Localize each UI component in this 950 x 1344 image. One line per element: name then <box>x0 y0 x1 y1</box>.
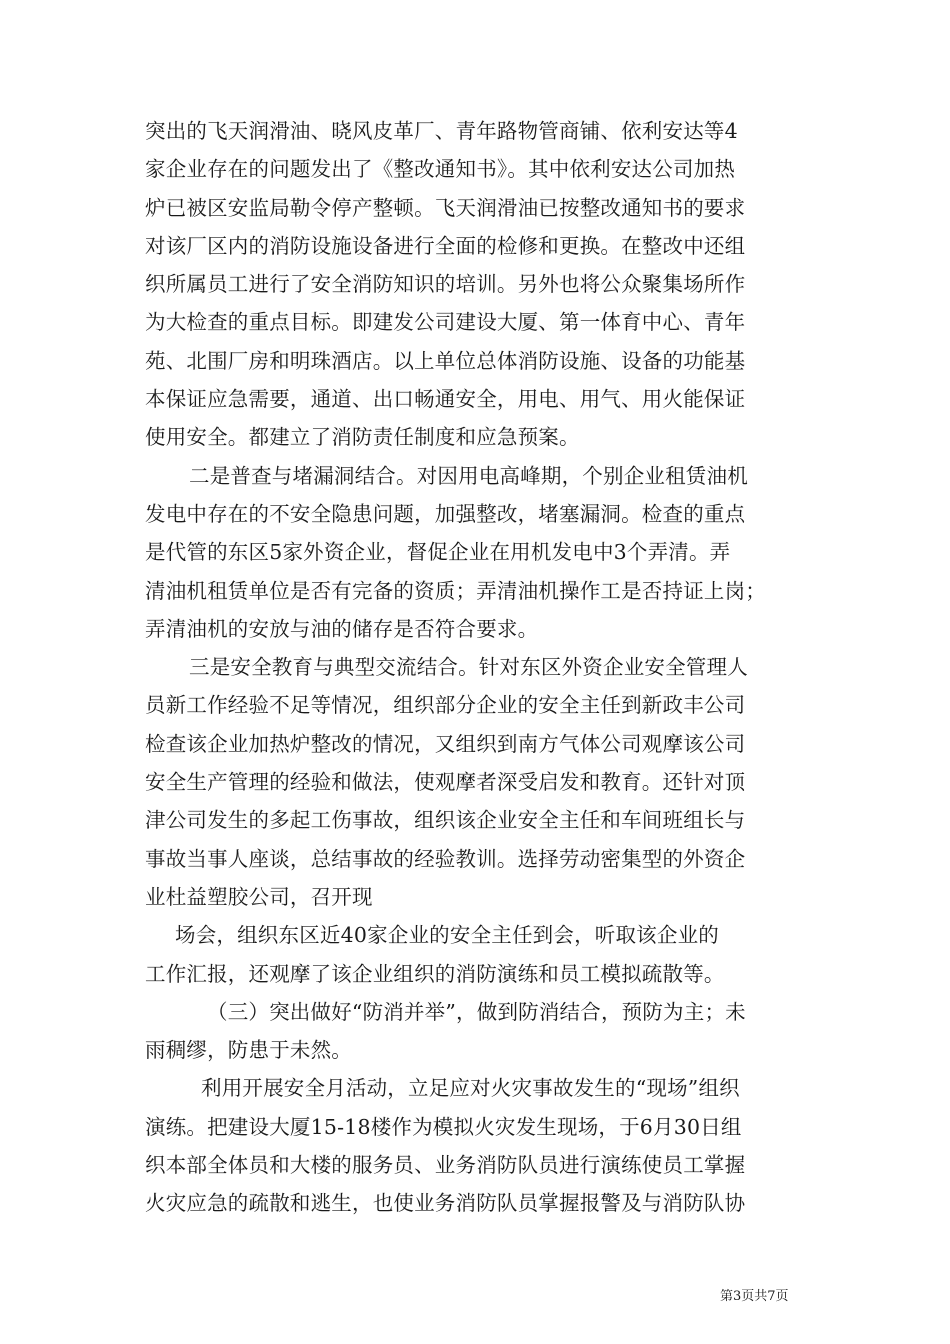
text-line: 业杜益塑胶公司，召开现 <box>145 884 373 909</box>
text-line: 家企业存在的问题发出了《整改通知书》。其中依利安达公司加热 <box>145 157 736 182</box>
text-line: 本保证应急需要，通道、出口畅通安全，用电、用气、用火能保证 <box>145 387 746 412</box>
text-line: 使用安全。都建立了消防责任制度和应急预案。 <box>145 425 580 450</box>
paragraph-start-line: 二是普查与堵漏洞结合。对因用电高峰期，个别企业租赁油机 <box>189 463 748 488</box>
text-line: 工作汇报，还观摩了该企业组织的消防演练和员工模拟疏散等。 <box>145 961 725 986</box>
text-line: 突出的飞天润滑油、晓风皮革厂、青年路物管商铺、依利安达等4 <box>145 119 738 143</box>
paragraph-start-line: 利用开展安全月活动，立足应对火灾事故发生的“现场”组织 <box>201 1076 740 1101</box>
text-line: 发电中存在的不安全隐患问题，加强整改，堵塞漏洞。检查的重点 <box>145 501 746 526</box>
text-line: 检查该企业加热炉整改的情况，又组织到南方气体公司观摩该公司 <box>145 731 746 756</box>
section-heading-line: （三）突出做好“防消并举”，做到防消结合，预防为主；未 <box>207 999 746 1024</box>
text-line: 对该厂区内的消防设施设备进行全面的检修和更换。在整改中还组 <box>145 233 746 258</box>
text-line: 炉已被区安监局勒令停产整顿。飞天润滑油已按整改通知书的要求 <box>145 195 746 220</box>
text-line: 事故当事人座谈，总结事故的经验教训。选择劳动密集型的外资企 <box>145 846 746 871</box>
text-line: 津公司发生的多起工伤事故，组织该企业安全主任和车间班组长与 <box>145 808 746 833</box>
text-line: 安全生产管理的经验和做法，使观摩者深受启发和教育。还针对顶 <box>145 770 746 795</box>
text-line: 织本部全体员和大楼的服务员、业务消防队员进行演练使员工掌握 <box>145 1153 746 1178</box>
page-number: 第3页共7页 <box>720 1289 789 1304</box>
body-text <box>145 112 815 1223</box>
text-line: 演练。把建设大厦15-18楼作为模拟火灾发生现场，于6月30日组 <box>145 1114 742 1139</box>
paragraph-start-line: 三是安全教育与典型交流结合。针对东区外资企业安全管理人 <box>189 655 748 680</box>
text-line: 员新工作经验不足等情况，组织部分企业的安全主任到新政丰公司 <box>145 693 746 718</box>
paragraph-start-line: 场会，组织东区近40家企业的安全主任到会，听取该企业的 <box>175 923 719 948</box>
text-line: 清油机租赁单位是否有完备的资质；弄清油机操作工是否持证上岗； <box>145 578 766 603</box>
text-line: 是代管的东区5家外资企业，督促企业在用机发电中3个弄清。弄 <box>145 540 731 565</box>
text-line: 苑、北围厂房和明珠酒店。以上单位总体消防设施、设备的功能基 <box>145 348 746 373</box>
text-line: 为大检查的重点目标。即建发公司建设大厦、第一体育中心、青年 <box>145 310 746 335</box>
text-line: 织所属员工进行了安全消防知识的培训。另外也将公众聚集场所作 <box>145 272 746 297</box>
text-line: 火灾应急的疏散和逃生，也使业务消防队员掌握报警及与消防队协 <box>145 1191 746 1216</box>
text-line: 弄清油机的安放与油的储存是否符合要求。 <box>145 616 539 641</box>
text-line: 雨稠缪，防患于未然。 <box>145 1038 352 1063</box>
